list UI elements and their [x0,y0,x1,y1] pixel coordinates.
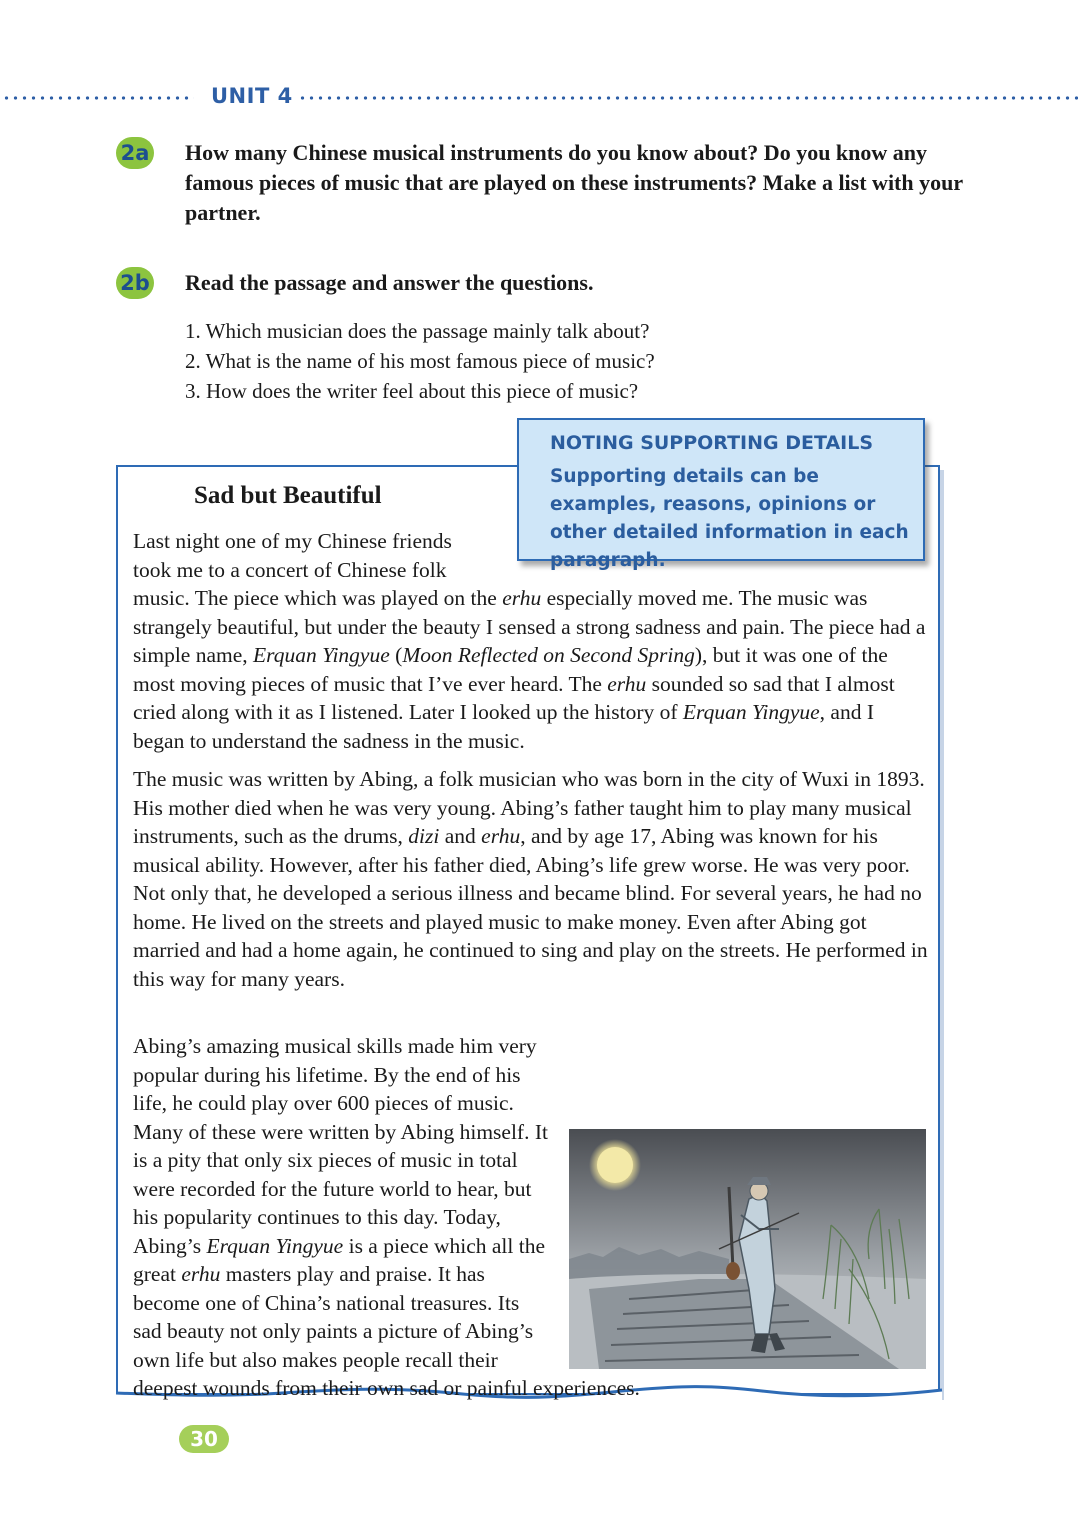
passage-paragraph-3: Abing’s amazing musical skills made him very popular during his lifetime. By the end of his life, he could play over 600 pieces of music. Many of these were written by Abing himself. It is a pity that only six pieces of music in total were recorded for the future world to hear, but his popularity continues to this day. Today, Abing’s Erquan Yingyue is a piece which all the great erhu masters play and praise. It has become one of China’s national treasures. Its sad beauty not only paints a picture of Abing’s own life but also makes people recall their deepest wounds from their own sad or painful experiences. [133,1032,928,1403]
question-list [185,316,655,406]
question-item: 3. How does the writer feel about this piece of music? [185,379,639,403]
tip-title: NOTING SUPPORTING DETAILS [550,432,874,454]
page-number: 30 [179,1425,229,1453]
passage-paragraph-1: Last night one of my Chinese friends took me to a concert of Chinese folk music. The piece which was played on the erhu especially moved me. The music was strangely beautiful, but under the beauty I sensed a strong sadness and pain. The piece had a simple name, Erquan Yingyue (Moon Reflected on Second Spring), but it was one of the most moving pieces of music that I’ve ever heard. The erhu sounded so sad that I almost cried along with it as I listened. Later I looked up the history of Erquan Yingyue, and I began to understand the sadness in the music. [133,527,928,755]
passage-title: Sad but Beautiful [194,482,382,509]
activity-2a-instruction: How many Chinese musical instruments do you know about? Do you know any famous pieces of music that are played on these instruments? Make a list with your partner. [185,140,963,225]
unit-title: UNIT 4 [211,84,293,108]
activity-2b-instruction: Read the passage and answer the questions. [185,270,594,295]
question-item: 1. Which musician does the passage mainly talk about? [185,319,650,343]
activity-2a-badge: 2a [116,137,154,169]
activity-2b-badge: 2b [116,267,154,299]
dotted-rule-right [298,96,1078,100]
dotted-rule-left [2,96,194,100]
tip-body: Supporting details can be examples, reasons, opinions or other detailed information in each paragraph. [550,466,909,571]
question-item: 2. What is the name of his most famous piece of music? [185,349,655,373]
unit-header [0,84,1080,110]
tip-box [517,418,925,571]
passage-paragraph-2: The music was written by Abing, a folk musician who was born in the city of Wuxi in 1893. His mother died when he was very young. Abing’s father taught him to play many musical instruments, such as the drums, dizi and erhu, and by age 17, Abing was known for his musical ability. However, after his father died, Abing’s life grew worse. He was very poor. Not only that, he developed a serious illness and became blind. For several years, he had no home. He lived on the streets and played music to make money. Even after Abing got married and had a home again, he continued to sing and play on the streets. He performed in this way for many years. [133,767,928,991]
abing-erhu-illustration [569,1129,926,1369]
